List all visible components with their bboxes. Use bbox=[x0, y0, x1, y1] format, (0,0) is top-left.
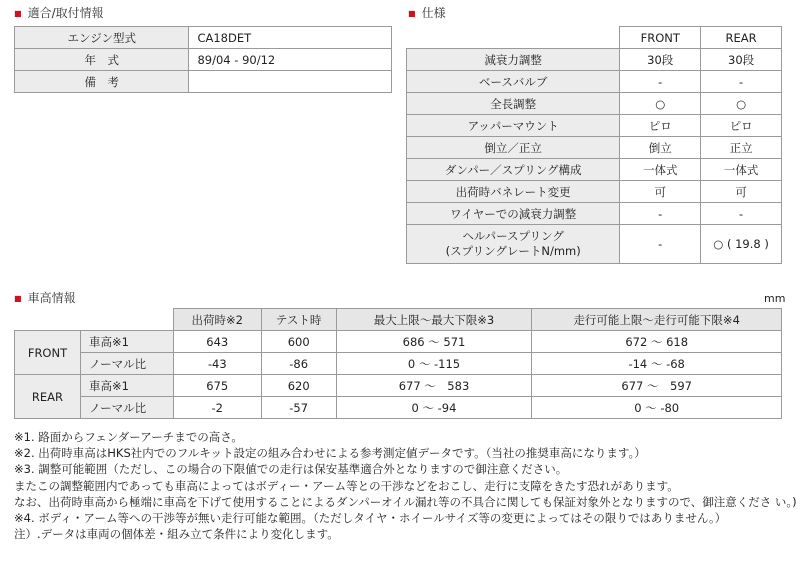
spec-label-line: (スプリングレートN/mm) bbox=[445, 244, 581, 258]
note-line: ※3. 調整可能範囲（ただし、この場合の下限値での走行は保安基準適合外となりますので御注意ください。 bbox=[14, 462, 568, 477]
table-row bbox=[407, 203, 782, 225]
note-line: なお、出荷時車高から極端に車高を下げて使用することによるダンパーオイル漏れ等の不具合に関しても保証対象外となりますので、御注意くださ い。) bbox=[14, 494, 797, 509]
row-label: 車高※1 bbox=[80, 375, 173, 397]
blank-cell bbox=[407, 27, 620, 49]
col-rear: REAR bbox=[701, 27, 782, 49]
spec-front: 倒立 bbox=[620, 137, 701, 159]
cell-value: 677 ～ 597 bbox=[532, 375, 782, 397]
note-line: 注）.データは車両の個体差・組み立て条件により変化します。 bbox=[14, 527, 339, 542]
col-header: 最大上限～最大下限※3 bbox=[336, 309, 532, 331]
blank-cell bbox=[15, 309, 174, 331]
spec-table bbox=[406, 26, 782, 264]
spec-label: 全長調整 bbox=[407, 93, 620, 115]
spec-rear: 一体式 bbox=[701, 159, 782, 181]
cell-value: 0 ～ -80 bbox=[532, 397, 782, 419]
cell-value: 600 bbox=[261, 331, 336, 353]
cell-value: -86 bbox=[261, 353, 336, 375]
fitment-label: 年 式 bbox=[15, 49, 189, 71]
table-row bbox=[407, 225, 782, 264]
note-line: ※2. 出荷時車高はHKS社内でのフルキット設定の組み合わせによる参考測定値データです。（当社の推奨車高になります。） bbox=[14, 446, 646, 461]
spec-rear: 正立 bbox=[701, 137, 782, 159]
fitment-label: エンジン型式 bbox=[15, 27, 189, 49]
note-line: ※1. 路面からフェンダーアーチまでの高さ。 bbox=[14, 430, 243, 444]
spec-label: 倒立／正立 bbox=[407, 137, 620, 159]
cell-value: 677 ～ 583 bbox=[336, 375, 532, 397]
spec-label: ダンパー／スプリング構成 bbox=[407, 159, 620, 181]
notes bbox=[14, 429, 797, 542]
spec-rear: 30段 bbox=[701, 49, 782, 71]
square-bullet-icon: ■ bbox=[14, 294, 22, 303]
spec-label: ワイヤーでの減衰力調整 bbox=[407, 203, 620, 225]
fitment-heading-text: 適合/取付情報 bbox=[27, 6, 104, 20]
col-header: テスト時 bbox=[261, 309, 336, 331]
cell-value: 620 bbox=[261, 375, 336, 397]
spec-heading bbox=[408, 6, 446, 21]
height-table bbox=[14, 308, 782, 419]
fitment-label: 備 考 bbox=[15, 71, 189, 93]
col-header: 出荷時※2 bbox=[173, 309, 261, 331]
square-bullet-icon: ■ bbox=[408, 9, 416, 18]
cell-value: 0 ～ -94 bbox=[336, 397, 532, 419]
col-header: 走行可能上限～走行可能下限※4 bbox=[532, 309, 782, 331]
col-front: FRONT bbox=[620, 27, 701, 49]
table-row bbox=[407, 49, 782, 71]
table-row bbox=[407, 159, 782, 181]
table-header-row bbox=[407, 27, 782, 49]
table-row bbox=[15, 49, 392, 71]
spec-label: 減衰力調整 bbox=[407, 49, 620, 71]
note-line: またこの調整範囲内であっても車高によってはボディー・アーム等との干渉などをおこし、走行に支障をきたす恐れがあります。 bbox=[14, 478, 679, 493]
row-label: ノーマル比 bbox=[80, 353, 173, 375]
spec-heading-text: 仕様 bbox=[421, 6, 446, 20]
cell-value: -57 bbox=[261, 397, 336, 419]
cell-value: 675 bbox=[173, 375, 261, 397]
table-header-row bbox=[15, 309, 782, 331]
spec-front: - bbox=[620, 203, 701, 225]
spec-label: アッパーマウント bbox=[407, 115, 620, 137]
height-heading-text: 車高情報 bbox=[27, 291, 76, 305]
table-row bbox=[407, 71, 782, 93]
spec-rear: - bbox=[701, 203, 782, 225]
cell-value: -2 bbox=[173, 397, 261, 419]
spec-rear: ○ ( 19.8 ) bbox=[701, 225, 782, 264]
table-row bbox=[407, 181, 782, 203]
fitment-table bbox=[14, 26, 392, 93]
table-row bbox=[15, 27, 392, 49]
spec-front: 一体式 bbox=[620, 159, 701, 181]
fitment-heading bbox=[14, 6, 104, 21]
note-line: ※4. ボディ・アーム等への干渉等が無い走行可能な範囲。（ただしタイヤ・ホイールサイズ等の変更によってはその限りではありません。） bbox=[14, 510, 727, 525]
spec-label: ベースバルブ bbox=[407, 71, 620, 93]
spec-rear: ピロ bbox=[701, 115, 782, 137]
row-label: ノーマル比 bbox=[80, 397, 173, 419]
fitment-value: CA18DET bbox=[189, 27, 392, 49]
spec-label: 出荷時バネレート変更 bbox=[407, 181, 620, 203]
table-row bbox=[407, 115, 782, 137]
group-label: FRONT bbox=[15, 331, 81, 375]
cell-value: 643 bbox=[173, 331, 261, 353]
spec-front: ○ bbox=[620, 93, 701, 115]
table-row bbox=[15, 353, 782, 375]
spec-rear: 可 bbox=[701, 181, 782, 203]
row-label: 車高※1 bbox=[80, 331, 173, 353]
table-row bbox=[407, 137, 782, 159]
spec-rear: - bbox=[701, 71, 782, 93]
cell-value: -14 ～ -68 bbox=[532, 353, 782, 375]
table-row bbox=[15, 375, 782, 397]
cell-value: 672 ～ 618 bbox=[532, 331, 782, 353]
spec-rear: ○ bbox=[701, 93, 782, 115]
spec-label bbox=[407, 225, 620, 264]
spec-front: 30段 bbox=[620, 49, 701, 71]
square-bullet-icon: ■ bbox=[14, 9, 22, 18]
spec-front: - bbox=[620, 225, 701, 264]
table-row bbox=[15, 331, 782, 353]
cell-value: 0 ～ -115 bbox=[336, 353, 532, 375]
fitment-value: 89/04 - 90/12 bbox=[189, 49, 392, 71]
spec-label-line: ヘルパースプリング bbox=[462, 229, 564, 243]
table-row bbox=[407, 93, 782, 115]
cell-value: -43 bbox=[173, 353, 261, 375]
table-row bbox=[15, 71, 392, 93]
group-label: REAR bbox=[15, 375, 81, 419]
cell-value: 686 ～ 571 bbox=[336, 331, 532, 353]
height-heading bbox=[14, 291, 76, 306]
unit-label: mm bbox=[764, 292, 786, 305]
spec-front: 可 bbox=[620, 181, 701, 203]
spec-front: - bbox=[620, 71, 701, 93]
table-row bbox=[15, 397, 782, 419]
spec-front: ピロ bbox=[620, 115, 701, 137]
fitment-value bbox=[189, 71, 392, 93]
